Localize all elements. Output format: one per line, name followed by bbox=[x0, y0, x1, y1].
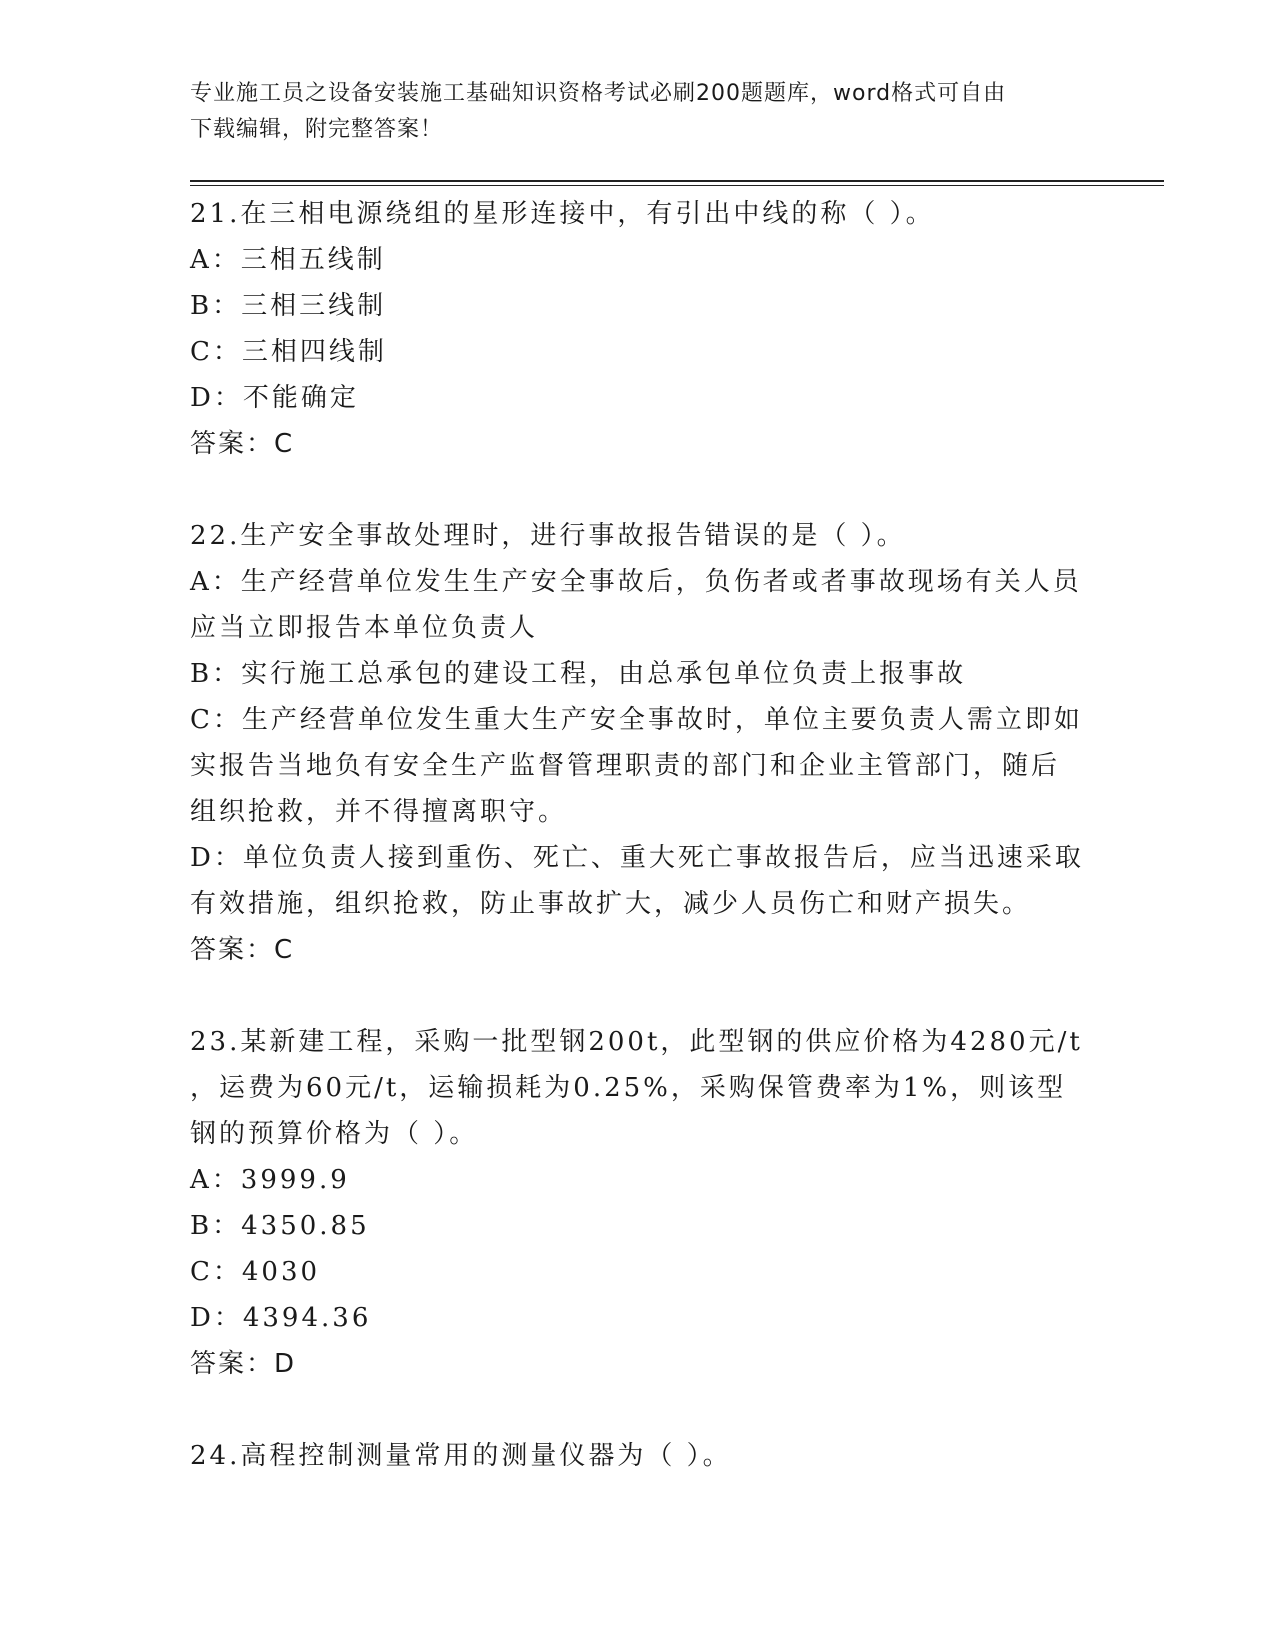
question-stem-line: 21.在三相电源绕组的星形连接中，有引出中线的称（ ）。 bbox=[190, 199, 935, 229]
answer-key: 答案：C bbox=[190, 429, 295, 459]
question-stem-line: 钢的预算价格为（ ）。 bbox=[190, 1119, 479, 1149]
answer-option-line: D：不能确定 bbox=[190, 383, 359, 413]
answer-option-line: B：4350.85 bbox=[190, 1211, 370, 1241]
answer-option-line: B：实行施工总承包的建设工程，由总承包单位负责上报事故 bbox=[190, 659, 967, 689]
answer-option-line: 应当立即报告本单位负责人 bbox=[190, 613, 539, 643]
question-block bbox=[190, 513, 1090, 973]
header-divider-thick bbox=[190, 180, 1164, 182]
question-spacer bbox=[190, 973, 1090, 1019]
answer-option-line: C：三相四线制 bbox=[190, 337, 387, 367]
question-spacer bbox=[190, 1387, 1090, 1433]
answer-option-line: D：4394.36 bbox=[190, 1303, 372, 1333]
question-block bbox=[190, 1019, 1090, 1387]
answer-option-line: 有效措施，组织抢救，防止事故扩大，减少人员伤亡和财产损失。 bbox=[190, 889, 1032, 919]
answer-option-line: A：三相五线制 bbox=[190, 245, 386, 275]
question-stem-line: ，运费为60元/t，运输损耗为0.25%，采购保管费率为1%，则该型 bbox=[190, 1073, 1067, 1103]
header-line-1: 专业施工员之设备安装施工基础知识资格考试必刷200题题库，word格式可自由 bbox=[190, 81, 1007, 106]
header-divider-thin bbox=[190, 185, 1164, 186]
question-block bbox=[190, 1433, 1090, 1479]
answer-option-line: B：三相三线制 bbox=[190, 291, 387, 321]
question-stem-line: 22.生产安全事故处理时，进行事故报告错误的是（ ）。 bbox=[190, 521, 906, 551]
answer-option-line: D：单位负责人接到重伤、死亡、重大死亡事故报告后，应当迅速采取 bbox=[190, 843, 1084, 873]
answer-option-line: 实报告当地负有安全生产监督管理职责的部门和企业主管部门，随后 bbox=[190, 751, 1061, 781]
document-header bbox=[190, 76, 1090, 148]
header-line-2: 下载编辑，附完整答案！ bbox=[190, 117, 444, 142]
answer-key: 答案：C bbox=[190, 935, 295, 965]
answer-option-line: A：3999.9 bbox=[190, 1165, 350, 1195]
answer-option-line: 组织抢救，并不得擅离职守。 bbox=[190, 797, 568, 827]
question-stem-line: 24.高程控制测量常用的测量仪器为（ ）。 bbox=[190, 1441, 732, 1471]
answer-key: 答案：D bbox=[190, 1349, 297, 1379]
question-list bbox=[190, 191, 1090, 1479]
answer-option-line: A：生产经营单位发生生产安全事故后，负伤者或者事故现场有关人员 bbox=[190, 567, 1082, 597]
answer-option-line: C：4030 bbox=[190, 1257, 321, 1287]
question-block bbox=[190, 191, 1090, 467]
question-stem-line: 23.某新建工程，采购一批型钢200t，此型钢的供应价格为4280元/t bbox=[190, 1027, 1083, 1057]
question-spacer bbox=[190, 467, 1090, 513]
answer-option-line: C：生产经营单位发生重大生产安全事故时，单位主要负责人需立即如 bbox=[190, 705, 1083, 735]
